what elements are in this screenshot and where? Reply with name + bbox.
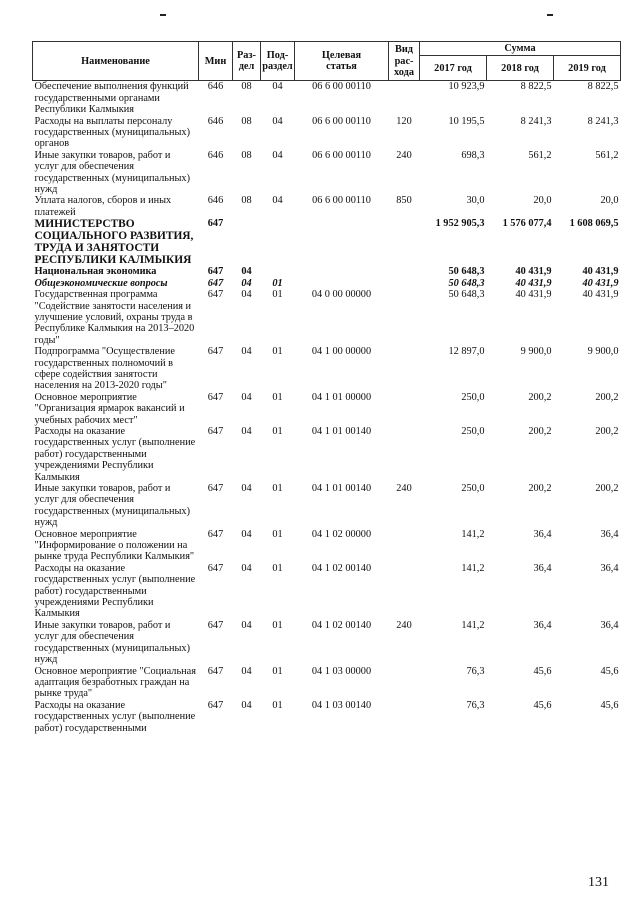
cell-target: 06 6 00 00110 [312,115,371,127]
cell-vid [389,700,420,734]
cell-min: 647 [207,665,224,677]
cell-2017: 141,2 [461,562,485,574]
cell-razdel: 08 [241,149,252,161]
cell-razdel: 08 [241,195,252,207]
cell-2018: 200,2 [528,425,552,437]
cell-2018: 40 431,9 [515,277,552,289]
cell-2019: 45,6 [600,699,619,711]
table-row [33,218,621,266]
cell-2019: 40 431,9 [582,289,619,301]
cell-vid: 240 [396,619,412,631]
table-row [33,266,621,277]
cell-2019: 36,4 [600,562,619,574]
cell-razdel: 04 [241,277,252,289]
table-row [33,483,621,529]
header-target: Целевая статья [295,42,389,81]
cell-min: 647 [207,699,224,711]
cell-podrazdel [261,266,295,277]
cell-2017: 698,3 [461,149,485,161]
cell-podrazdel: 01 [272,289,283,301]
cell-podrazdel: 04 [272,115,283,127]
cell-target: 04 1 01 00140 [311,425,372,437]
cell-2018: 45,6 [533,699,552,711]
cell-2018: 9 900,0 [520,346,552,358]
header-summa: Сумма [420,42,621,56]
table-row [33,529,621,563]
cell-2018: 40 431,9 [515,289,552,301]
header-dash-right [547,14,553,16]
cell-vid [389,218,420,266]
header-vid: Вид рас- хода [389,42,420,81]
cell-razdel: 04 [241,425,252,437]
cell-2019: 40 431,9 [582,266,619,278]
cell-2019: 36,4 [600,619,619,631]
header-2019: 2019 год [554,56,621,81]
cell-min: 647 [207,277,224,289]
cell-name: Основное мероприятие "Социальная адаптация безработных граждан на рынке труда" [34,665,196,700]
cell-2017: 141,2 [461,619,485,631]
cell-vid: 240 [396,149,412,161]
page-number: 131 [588,875,609,890]
cell-2019: 40 431,9 [582,277,619,289]
header-min: Мин [199,42,233,81]
cell-name: Иные закупки товаров, работ и услуг для обеспечения государственных (муниципальных) нужд [34,149,191,196]
cell-2017: 50 648,3 [448,266,485,278]
cell-target: 04 1 00 00000 [311,346,372,358]
cell-target [295,278,389,289]
cell-vid: 850 [396,195,412,207]
cell-podrazdel: 01 [272,665,283,677]
header-2017: 2017 год [420,56,487,81]
table-row [33,195,621,218]
cell-razdel: 04 [241,266,252,278]
cell-2019: 1 608 069,5 [569,218,619,230]
cell-2017: 76,3 [466,699,485,711]
cell-podrazdel: 01 [272,346,283,358]
cell-vid [389,278,420,289]
cell-min: 646 [207,149,224,161]
cell-min: 647 [207,528,224,540]
cell-2017: 50 648,3 [448,289,485,301]
cell-vid: 120 [396,115,412,127]
table-row [33,81,621,116]
cell-name: Основное мероприятие "Организация ярмарок вакансий и учебных рабочих мест" [34,391,185,426]
cell-min: 646 [207,195,224,207]
table-row [33,116,621,150]
cell-target: 04 1 03 00140 [311,699,372,711]
cell-min: 646 [207,81,224,93]
cell-vid [389,81,420,116]
table-row [33,392,621,426]
cell-target: 04 1 03 00000 [311,665,372,677]
cell-name: МИНИСТЕРСТВО СОЦИАЛЬНОГО РАЗВИТИЯ, ТРУДА И ЗАНЯТОСТИ РЕСПУБЛИКИ КАЛМЫКИЯ [34,218,194,267]
cell-razdel: 04 [241,562,252,574]
cell-2018: 200,2 [528,483,552,494]
cell-name: Уплата налогов, сборов и иных платежей [34,195,172,218]
cell-target: 06 6 00 00110 [312,149,371,161]
budget-table [32,41,621,734]
table-row [33,666,621,700]
table-row [33,563,621,620]
cell-name: Подпрограмма "Осуществление государственных полномочий в сфере содействия занятости населения на 2013-2020 годы" [34,346,175,392]
cell-target [295,218,389,266]
cell-2018: 8 241,3 [520,115,552,127]
cell-name: Иные закупки товаров, работ и услуг для обеспечения государственных (муниципальных) нужд [34,483,191,529]
cell-podrazdel: 01 [272,562,283,574]
cell-2017: 1 952 905,3 [435,218,485,230]
cell-razdel: 04 [241,528,252,540]
cell-2018: 36,4 [533,619,552,631]
cell-podrazdel: 01 [272,391,283,403]
cell-podrazdel: 01 [272,425,283,437]
cell-target: 04 0 00 00000 [311,289,372,301]
cell-target: 04 1 01 00140 [311,483,372,494]
cell-min: 647 [207,562,224,574]
table-row [33,620,621,666]
cell-min: 647 [207,619,224,631]
cell-2019: 45,6 [600,665,619,677]
cell-name: Иные закупки товаров, работ и услуг для обеспечения государственных (муниципальных) нужд [34,619,191,666]
cell-podrazdel: 01 [272,699,283,711]
cell-target: 04 1 02 00000 [311,528,372,540]
table-row [33,700,621,734]
cell-2017: 10 923,9 [448,81,485,93]
table-row [33,150,621,196]
cell-razdel: 04 [241,346,252,358]
table-body [33,81,621,734]
cell-2017: 76,3 [466,665,485,677]
cell-2018: 200,2 [528,391,552,403]
cell-podrazdel [261,218,295,266]
cell-target: 04 1 02 00140 [311,619,372,631]
cell-vid [389,289,420,346]
cell-2018: 36,4 [533,528,552,540]
cell-target: 06 6 00 00110 [312,195,371,207]
cell-name: Государственная программа "Содействие занятости населения и улучшение условий, охраны труда в Республике Калмыкия на 2013–2020 годы" [34,289,195,346]
cell-name: Общеэкономические вопросы [34,277,168,289]
cell-min: 647 [207,425,224,437]
cell-2017: 250,0 [461,425,485,437]
cell-name: Национальная экономика [34,266,157,278]
cell-vid [389,529,420,563]
cell-2018: 36,4 [533,562,552,574]
cell-podrazdel: 04 [272,81,283,93]
header-2018: 2018 год [487,56,554,81]
cell-podrazdel: 04 [272,195,283,207]
cell-razdel: 04 [241,391,252,403]
cell-podrazdel: 01 [272,277,283,289]
cell-target: 04 1 02 00140 [311,562,372,574]
header-razdel: Раз- дел [233,42,261,81]
cell-min: 646 [207,115,224,127]
cell-2019: 8 241,3 [587,115,619,127]
cell-razdel: 04 [241,289,252,301]
cell-razdel: 04 [241,483,252,494]
cell-vid [389,346,420,392]
cell-min: 647 [207,266,224,278]
cell-min: 647 [207,346,224,358]
cell-2017: 250,0 [461,483,485,494]
table-row [33,278,621,289]
cell-min: 647 [207,289,224,301]
cell-2017: 30,0 [466,195,485,207]
cell-2019: 200,2 [595,425,619,437]
cell-2018: 561,2 [528,149,552,161]
cell-razdel: 08 [241,115,252,127]
cell-2018: 45,6 [533,665,552,677]
table-row [33,426,621,483]
cell-name: Обеспечение выполнения функций государственными органами Республики Калмыкия [34,81,189,116]
cell-podrazdel: 04 [272,149,283,161]
cell-vid: 240 [396,483,412,494]
cell-vid [389,563,420,620]
cell-razdel [233,218,261,266]
cell-2019: 200,2 [595,483,619,494]
header-name: Наименование [33,42,199,81]
cell-vid [389,266,420,277]
cell-2019: 20,0 [600,195,619,207]
cell-vid [389,666,420,700]
cell-podrazdel: 01 [272,619,283,631]
cell-min: 647 [207,391,224,403]
cell-2017: 12 897,0 [448,346,485,358]
cell-name: Расходы на выплаты персоналу государственных (муниципальных) органов [34,115,191,150]
cell-2017: 50 648,3 [448,277,485,289]
cell-vid [389,392,420,426]
table-row [33,346,621,392]
cell-razdel: 08 [241,81,252,93]
cell-2017: 141,2 [461,528,485,540]
cell-2017: 250,0 [461,391,485,403]
cell-name: Расходы на оказание государственных услуг (выполнение работ) государственными [34,699,196,734]
header-dash-left [160,14,166,16]
cell-name: Расходы на оказание государственных услуг (выполнение работ) государственными учреждениями Республики Калмыкия [34,562,196,620]
cell-2018: 8 822,5 [520,81,552,93]
cell-2017: 10 195,5 [448,115,485,127]
cell-name: Основное мероприятие "Информирование о положении на рынке труда Республики Калмыкия" [34,528,195,563]
cell-min: 647 [207,483,224,494]
header-podrazdel: Под- раздел [261,42,295,81]
cell-2019: 561,2 [595,149,619,161]
cell-name: Расходы на оказание государственных услуг (выполнение работ) государственными учреждениями Республики Калмыкия [34,425,196,483]
cell-2018: 20,0 [533,195,552,207]
cell-2018: 40 431,9 [515,266,552,278]
cell-podrazdel: 01 [272,528,283,540]
cell-target: 04 1 01 00000 [311,391,372,403]
cell-2019: 9 900,0 [587,346,619,358]
cell-target [295,266,389,277]
cell-podrazdel: 01 [272,483,283,494]
cell-razdel: 04 [241,619,252,631]
cell-razdel: 04 [241,699,252,711]
cell-2019: 36,4 [600,528,619,540]
cell-2019: 8 822,5 [587,81,619,93]
cell-target: 06 6 00 00110 [312,81,371,93]
cell-min: 647 [207,218,224,230]
cell-2019: 200,2 [595,391,619,403]
cell-razdel: 04 [241,665,252,677]
cell-vid [389,426,420,483]
table-row [33,289,621,346]
cell-2018: 1 576 077,4 [502,218,552,230]
